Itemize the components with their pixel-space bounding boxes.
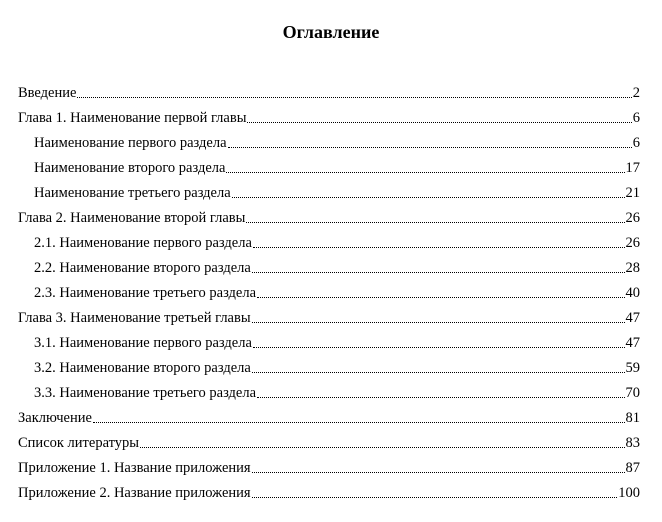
- toc-page-number: 26: [625, 210, 640, 226]
- toc-dot-leader: [232, 197, 625, 198]
- toc-page-number: 87: [625, 460, 640, 476]
- toc-entry-section-1-2[interactable]: [18, 152, 640, 177]
- toc-entry-label: Приложение 1. Название приложения: [18, 460, 251, 476]
- toc-dot-leader: [252, 322, 625, 323]
- toc-dot-leader: [226, 172, 624, 173]
- toc-page-number: 6: [632, 135, 640, 151]
- toc-dot-leader: [77, 97, 631, 98]
- toc-entry-label: 3.2. Наименование второго раздела: [34, 360, 251, 376]
- toc-entry-introduction[interactable]: [18, 77, 640, 102]
- toc-entry-label: Приложение 2. Название приложения: [18, 485, 251, 501]
- document-title: Оглавление: [282, 22, 380, 42]
- toc-page-number: 81: [625, 410, 640, 426]
- toc-page-number: 59: [625, 360, 640, 376]
- toc-dot-leader: [257, 297, 624, 298]
- toc-entry-section-3-1[interactable]: [18, 327, 640, 352]
- toc-page-number: 26: [625, 235, 640, 251]
- toc-entry-chapter-1[interactable]: [18, 102, 640, 127]
- toc-dot-leader: [252, 497, 618, 498]
- toc-dot-leader: [253, 347, 625, 348]
- toc-entry-label: Список литературы: [18, 435, 140, 451]
- toc-page-number: 2: [632, 85, 640, 101]
- toc-dot-leader: [252, 372, 625, 373]
- toc-entry-label: Глава 3. Наименование третьей главы: [18, 310, 251, 326]
- toc-entry-section-3-3[interactable]: [18, 377, 640, 402]
- toc-entry-appendix-1[interactable]: [18, 452, 640, 477]
- toc-entry-label: 2.2. Наименование второго раздела: [34, 260, 251, 276]
- toc-entry-label: Наименование третьего раздела: [34, 185, 231, 201]
- toc-entry-label: Наименование второго раздела: [34, 160, 226, 176]
- toc-entry-label: 2.3. Наименование третьего раздела: [34, 285, 257, 301]
- toc-page-number: 100: [618, 485, 640, 501]
- toc-entry-label: 3.1. Наименование первого раздела: [34, 335, 252, 351]
- toc-entry-appendix-2[interactable]: [18, 477, 640, 502]
- toc-page-number: 70: [625, 385, 640, 401]
- toc-entry-label: Наименование первого раздела: [34, 135, 227, 151]
- toc-entry-label: Глава 2. Наименование второй главы: [18, 210, 246, 226]
- toc-page-number: 47: [625, 310, 640, 326]
- toc-entry-section-2-2[interactable]: [18, 252, 640, 277]
- toc-entry-label: Заключение: [18, 410, 92, 426]
- toc-dot-leader: [247, 122, 631, 123]
- toc-entry-section-3-2[interactable]: [18, 352, 640, 377]
- toc-entry-conclusion[interactable]: [18, 402, 640, 427]
- toc-dot-leader: [140, 447, 624, 448]
- toc-page-number: 28: [625, 260, 640, 276]
- toc-dot-leader: [253, 247, 625, 248]
- toc-entry-label: 2.1. Наименование первого раздела: [34, 235, 252, 251]
- toc-page-number: 6: [632, 110, 640, 126]
- toc-page-number: 83: [625, 435, 640, 451]
- toc-entry-section-2-3[interactable]: [18, 277, 640, 302]
- toc-entry-chapter-3[interactable]: [18, 302, 640, 327]
- toc-dot-leader: [93, 422, 625, 423]
- toc-entry-section-2-1[interactable]: [18, 227, 640, 252]
- toc-entry-section-1-3[interactable]: [18, 177, 640, 202]
- toc-page-number: 21: [625, 185, 640, 201]
- toc-dot-leader: [246, 222, 624, 223]
- toc-page-number: 47: [625, 335, 640, 351]
- toc-dot-leader: [257, 397, 624, 398]
- toc-entry-label: Введение: [18, 85, 77, 101]
- toc-page-number: 17: [625, 160, 640, 176]
- toc-entry-chapter-2[interactable]: [18, 202, 640, 227]
- toc-entry-label: Глава 1. Наименование первой главы: [18, 110, 247, 126]
- toc-dot-leader: [252, 272, 625, 273]
- toc-entry-bibliography[interactable]: [18, 427, 640, 452]
- toc-page-number: 40: [625, 285, 640, 301]
- toc-dot-leader: [252, 472, 625, 473]
- toc-dot-leader: [228, 147, 632, 148]
- toc-entry-label: 3.3. Наименование третьего раздела: [34, 385, 257, 401]
- table-of-contents: [18, 77, 640, 502]
- toc-entry-section-1-1[interactable]: [18, 127, 640, 152]
